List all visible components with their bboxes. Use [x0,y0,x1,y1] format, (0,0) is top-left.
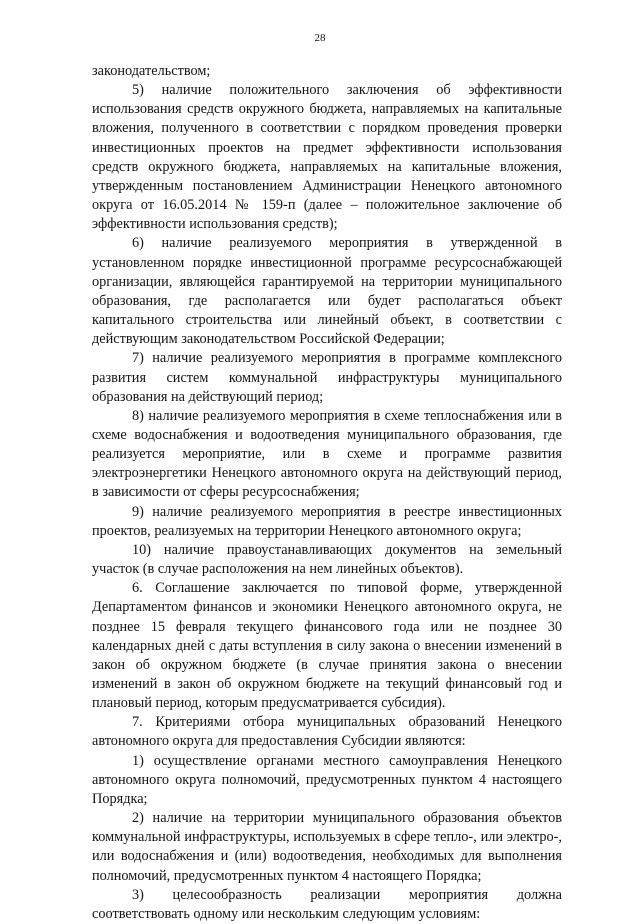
document-body [92,62,562,924]
paragraph-continuation: законодательством; [92,63,211,79]
paragraph-criterion-2: 2) наличие на территории муниципального образования объектов коммунальной инфраструктуры, используемых в сфере тепло-, или электро-, или водоснабжения и (или) водоотведения, необходимых для выполнения полномочий, предусмотренных пунктом 4 настоящего Порядка; [92,810,562,884]
page-number: 28 [314,32,326,44]
paragraph-item-9: 9) наличие реализуемого мероприятия в реестре инвестиционных проектов, реализуемых на территории Ненецкого автономного округа; [92,503,562,539]
paragraph-item-5: 5) наличие положительного заключения об эффективности использования средств окружного бюджета, направляемых на капитальные вложения, полученного в соответствии с порядком проведения проверки инвестиционных проектов на предмет эффективности использования средств окружного бюджета, направляемых на капитальные вложения, утвержденным постановлением Администрации Ненецкого автономного округа от 16.05.2014 № 159-п (далее – положительное заключение об эффективности использования средств); [92,82,562,233]
paragraph-section-7-criteria: 7. Критериями отбора муниципальных образований Ненецкого автономного округа для предоставления Субсидии являются: [92,714,562,750]
paragraph-criterion-3: 3) целесообразность реализации мероприятия должна соответствовать одному или нескольким следующим условиям: [92,886,562,922]
paragraph-item-10: 10) наличие правоустанавливающих документов на земельный участок (в случае расположения на нем линейных объектов). [92,541,562,578]
paragraph-section-6-agreement: 6. Соглашение заключается по типовой форме, утвержденной Департаментом финансов и экономики Ненецкого автономного округа, не позднее 15 февраля текущего финансового года или не позднее 30 календарных дней с даты вступления в силу закона о внесении изменений в закон об окружном бюджете (в случае принятия закона о внесении изменений в закон об окружном бюджете на текущий финансовый год и плановый период, которым предусматривается субсидия). [92,580,562,712]
paragraph-item-8: 8) наличие реализуемого мероприятия в схеме теплоснабжения или в схеме водоснабжения и водоотведения муниципального образования, где реализуется мероприятие, или в схеме и программе развития электроэнергетики Ненецкого автономного округа на действующий период, в зависимости от сферы ресурсоснабжения; [92,407,562,501]
paragraph-item-6: 6) наличие реализуемого мероприятия в утвержденной в установленном порядке инвестиционной программе ресурсоснабжающей организации, являющейся гарантируемой на территории муниципального образования, где располагается или будет располагаться объект капитального строительства или линейный объект, в соответствии с действующим законодательством Российской Федерации; [92,235,562,348]
paragraph-criterion-1: 1) осуществление органами местного самоуправления Ненецкого автономного округа полномочий, предусмотренных пунктом 4 настоящего Порядка; [92,752,562,807]
paragraph-item-7: 7) наличие реализуемого мероприятия в программе комплексного развития систем коммунальной инфраструктуры муниципального образования на действующий период; [92,350,562,405]
